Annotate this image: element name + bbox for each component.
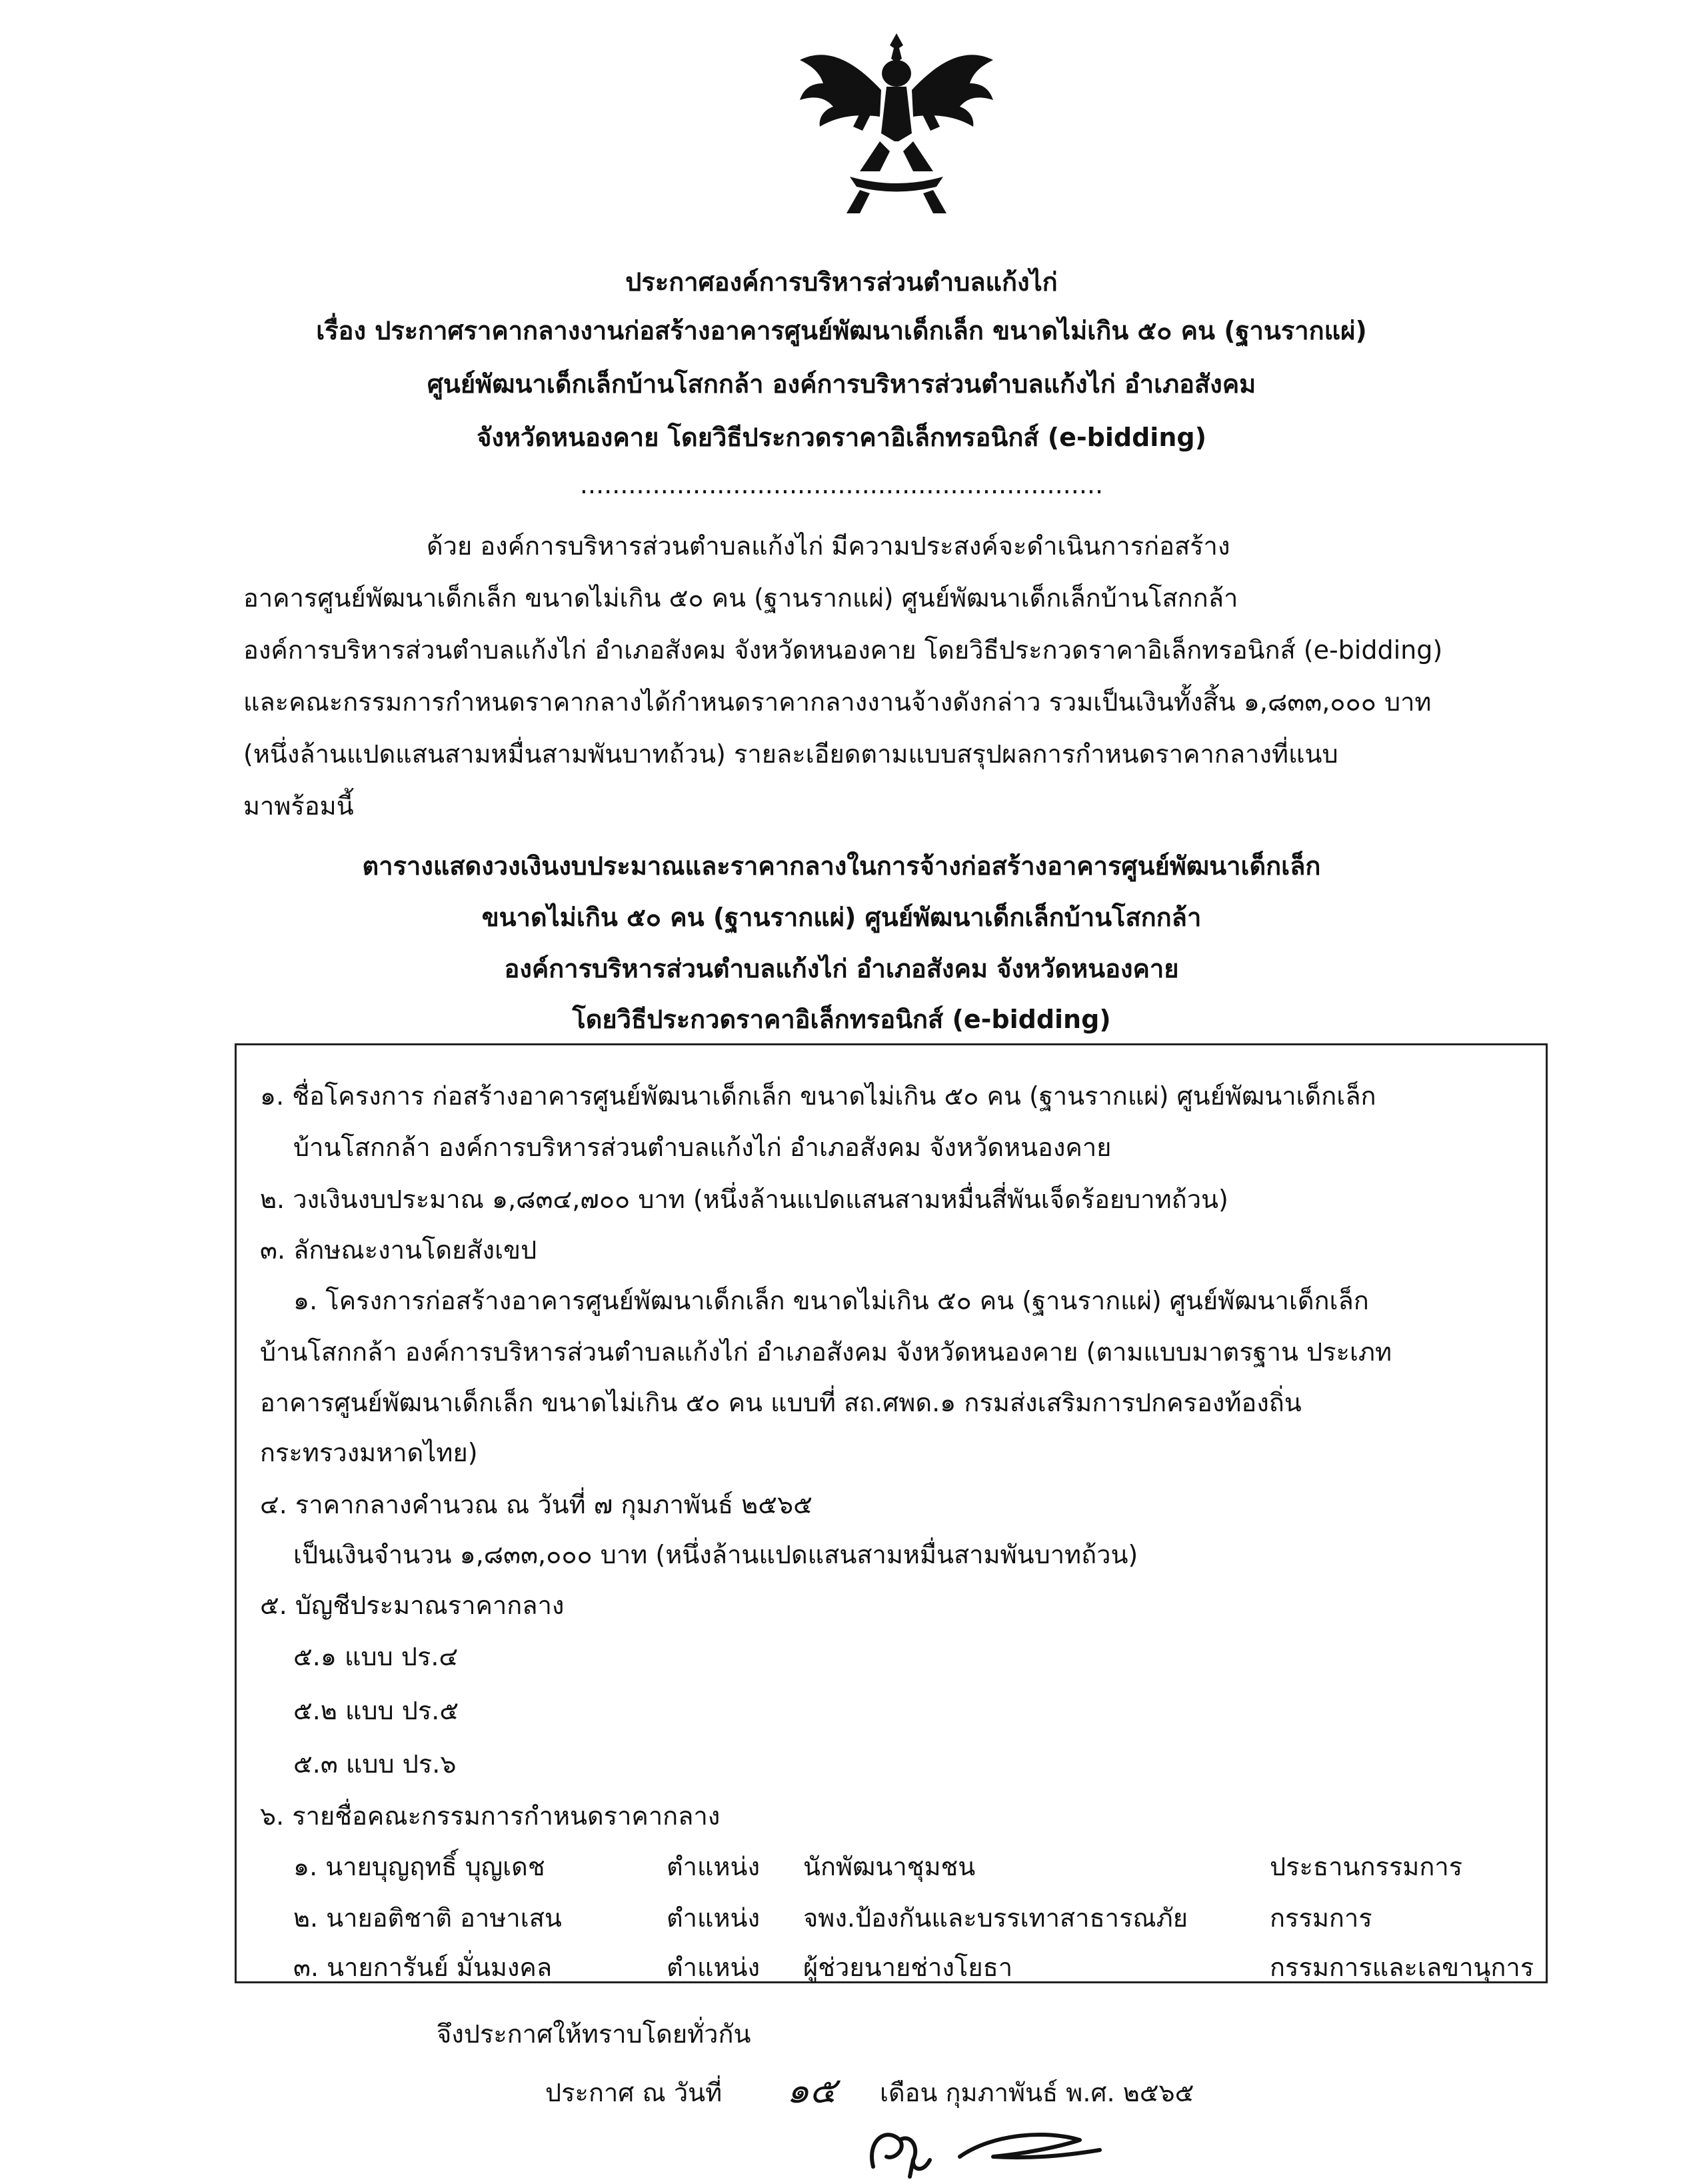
committee-role: กรรมการและเลขานุการ bbox=[1270, 1953, 1534, 1982]
item2-budget: ๒. วงเงินงบประมาณ ๑,๘๓๔,๗๐๐ บาท (หนึ่งล้านแปดแสนสามหมื่นสี่พันเจ็ดร้อยบาทถ้วน) bbox=[260, 1185, 1228, 1214]
body-line-4: และคณะกรรมการกำหนดราคากลางได้กำหนดราคากลางงานจ้างดังกล่าว รวมเป็นเงินทั้งสิ้น ๑,๘๓๓,๐๐๐ บาท bbox=[243, 687, 1432, 717]
body-line-3: องค์การบริหารส่วนตำบลแก้งไก่ อำเภอสังคม จังหวัดหนองคาย โดยวิธีประกวดราคาอิเล็กทรอนิกส์ (e-bidding) bbox=[243, 635, 1443, 665]
handwritten-signature-icon bbox=[860, 2120, 1113, 2184]
committee-role: กรรมการ bbox=[1270, 1903, 1372, 1933]
item3-sub-line-2: บ้านโสกกล้า องค์การบริหารส่วนตำบลแก้งไก่ อำเภอสังคม จังหวัดหนองคาย (ตามแบบมาตรฐาน ประเภท bbox=[260, 1337, 1392, 1367]
table-title-line-4: โดยวิธีประกวดราคาอิเล็กทรอนิกส์ (e-bidding) bbox=[572, 1005, 1111, 1034]
body-line-5: (หนึ่งล้านแปดแสนสามหมื่นสามพันบาทถ้วน) รายละเอียดตามแบบสรุปผลการกำหนดราคากลางที่แนบ bbox=[243, 739, 1338, 769]
heading-divider: ................................................................. bbox=[579, 470, 1104, 499]
committee-position-label: ตำแหน่ง bbox=[667, 1852, 761, 1881]
committee-position: นักพัฒนาชุมชน bbox=[803, 1852, 976, 1881]
item3-heading: ๓. ลักษณะงานโดยสังเขป bbox=[260, 1235, 537, 1265]
committee-name: ๒. นายอติชาติ อาษาเสน bbox=[293, 1903, 562, 1933]
committee-name: ๑. นายบุญฤทธิ์ บุญเดช bbox=[293, 1852, 545, 1881]
committee-position-label: ตำแหน่ง bbox=[667, 1953, 761, 1982]
body-line-1: ด้วย องค์การบริหารส่วนตำบลแก้งไก่ มีความประสงค์จะดำเนินการก่อสร้าง bbox=[427, 531, 1230, 561]
item5-heading: ๕. บัญชีประมาณราคากลาง bbox=[260, 1591, 565, 1620]
body-line-6: มาพร้อมนี้ bbox=[243, 791, 354, 821]
heading-line-2: เรื่อง ประกาศราคากลางงานก่อสร้างอาคารศูนย์พัฒนาเด็กเล็ก ขนาดไม่เกิน ๕๐ คน (ฐานรากแผ่) bbox=[316, 316, 1367, 345]
table-title-line-2: ขนาดไม่เกิน ๕๐ คน (ฐานรากแผ่) ศูนย์พัฒนาเด็กเล็กบ้านโสกกล้า bbox=[481, 903, 1202, 932]
body-line-2: อาคารศูนย์พัฒนาเด็กเล็ก ขนาดไม่เกิน ๕๐ คน (ฐานรากแผ่) ศูนย์พัฒนาเด็กเล็กบ้านโสกกล้า bbox=[243, 583, 1238, 613]
table-title-line-3: องค์การบริหารส่วนตำบลแก้งไก่ อำเภอสังคม จังหวัดหนองคาย bbox=[504, 954, 1179, 983]
committee-role: ประธานกรรมการ bbox=[1270, 1852, 1463, 1881]
item3-sub-line-4: กระทรวงมหาดไทย) bbox=[260, 1438, 478, 1467]
item5-sub-2: ๕.๒ แบบ ปร.๕ bbox=[293, 1696, 459, 1725]
closing-date-day: ๑๕ bbox=[787, 2069, 837, 2111]
committee-position-label: ตำแหน่ง bbox=[667, 1903, 761, 1933]
item4-line-2: เป็นเงินจำนวน ๑,๘๓๓,๐๐๐ บาท (หนึ่งล้านแปดแสนสามหมื่นสามพันบาทถ้วน) bbox=[293, 1540, 1138, 1569]
item1-line-2: บ้านโสกกล้า องค์การบริหารส่วนตำบลแก้งไก่ อำเภอสังคม จังหวัดหนองคาย bbox=[293, 1133, 1112, 1162]
closing-date-suffix: เดือน กุมภาพันธ์ พ.ศ. ๒๕๖๕ bbox=[880, 2078, 1194, 2107]
item5-sub-3: ๕.๓ แบบ ปร.๖ bbox=[293, 1749, 457, 1779]
committee-name: ๓. นายการันย์ มั่นมงคล bbox=[293, 1953, 553, 1982]
item3-sub-line-3: อาคารศูนย์พัฒนาเด็กเล็ก ขนาดไม่เกิน ๕๐ คน แบบที่ สถ.ศพด.๑ กรมส่งเสริมการปกครองท้องถิ่น bbox=[260, 1388, 1302, 1417]
table-title-line-1: ตารางแสดงวงเงินงบประมาณและราคากลางในการจ้างก่อสร้างอาคารศูนย์พัฒนาเด็กเล็ก bbox=[362, 851, 1321, 881]
item5-sub-1: ๕.๑ แบบ ปร.๔ bbox=[293, 1642, 459, 1671]
heading-line-1: ประกาศองค์การบริหารส่วนตำบลแก้งไก่ bbox=[625, 267, 1058, 297]
item6-heading: ๖. รายชื่อคณะกรรมการกำหนดราคากลาง bbox=[260, 1801, 721, 1831]
item3-sub-line-1: ๑. โครงการก่อสร้างอาคารศูนย์พัฒนาเด็กเล็ก ขนาดไม่เกิน ๕๐ คน (ฐานรากแผ่) ศูนย์พัฒนาเด็กเล็ก bbox=[293, 1286, 1369, 1315]
committee-position: ผู้ช่วยนายช่างโยธา bbox=[803, 1953, 1013, 1982]
committee-position: จพง.ป้องกันและบรรเทาสาธารณภัย bbox=[803, 1903, 1188, 1933]
garuda-emblem-icon bbox=[787, 20, 1006, 220]
item1-line-1: ๑. ชื่อโครงการ ก่อสร้างอาคารศูนย์พัฒนาเด็กเล็ก ขนาดไม่เกิน ๕๐ คน (ฐานรากแผ่) ศูนย์พัฒนาเด็กเล็ก bbox=[260, 1081, 1376, 1111]
heading-line-3: ศูนย์พัฒนาเด็กเล็กบ้านโสกกล้า องค์การบริหารส่วนตำบลแก้งไก่ อำเภอสังคม bbox=[427, 369, 1256, 399]
closing-date-prefix: ประกาศ ณ วันที่ bbox=[545, 2078, 723, 2107]
heading-line-4: จังหวัดหนองคาย โดยวิธีประกวดราคาอิเล็กทรอนิกส์ (e-bidding) bbox=[477, 423, 1206, 452]
item4-line-1: ๔. ราคากลางคำนวณ ณ วันที่ ๗ กุมภาพันธ์ ๒๕๖๕ bbox=[260, 1490, 813, 1519]
closing-notice: จึงประกาศให้ทราบโดยทั่วกัน bbox=[437, 2019, 751, 2049]
